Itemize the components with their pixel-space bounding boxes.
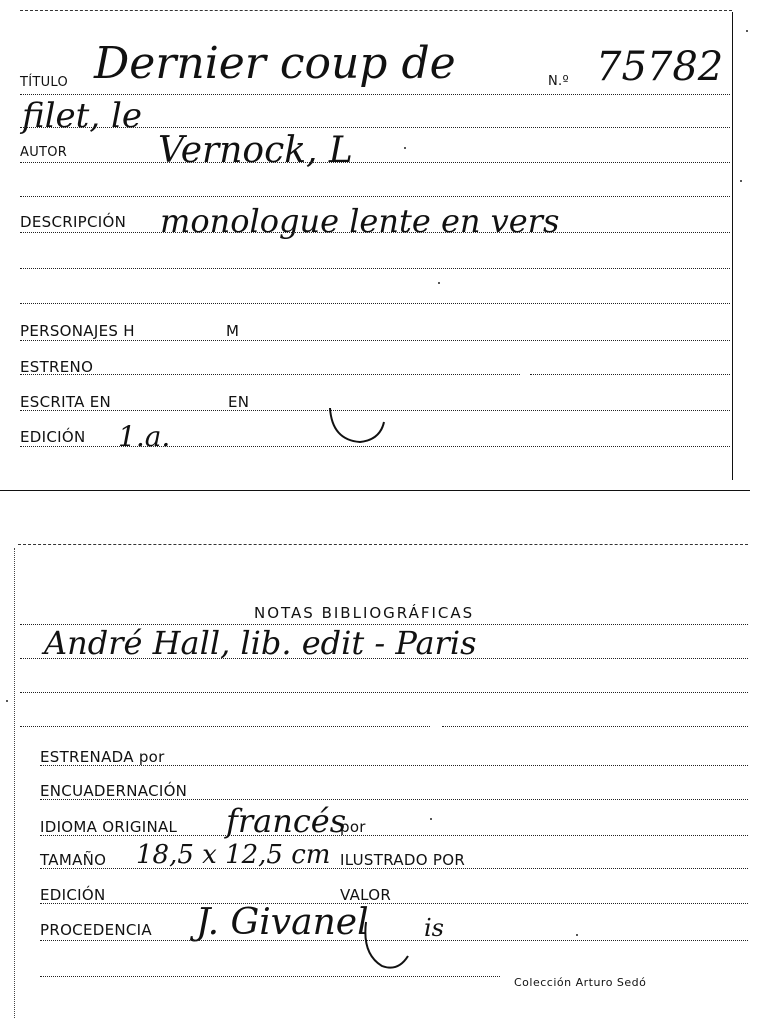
- notas-rule-2: [20, 692, 748, 693]
- descripcion-rule: [20, 232, 730, 233]
- speck: [576, 934, 578, 936]
- back-card: [0, 540, 759, 1028]
- tamano-rule: [40, 868, 748, 869]
- descripcion-label: DESCRIPCIÓN: [20, 213, 127, 231]
- encuadernacion-rule: [40, 799, 748, 800]
- notas-rule-3: [20, 726, 430, 727]
- ilustrado-label: ILUSTRADO POR: [340, 851, 466, 869]
- notas-rule-1: [20, 658, 748, 659]
- titulo-cont-rule: [20, 127, 730, 128]
- bottom-rule: [40, 976, 500, 977]
- back-left-edge: [14, 548, 15, 1018]
- autor-value: Vernock, L: [158, 130, 353, 171]
- speck: [6, 700, 8, 702]
- back-top-border: [18, 544, 748, 545]
- idioma-label: IDIOMA ORIGINAL: [40, 818, 178, 836]
- estreno-label: ESTRENO: [20, 358, 94, 376]
- idioma-rule: [40, 835, 748, 836]
- speck: [746, 30, 748, 32]
- estreno-rule-right: [530, 374, 730, 375]
- blank-rule-1: [20, 196, 730, 197]
- estreno-rule: [20, 374, 520, 375]
- valor-label: VALOR: [340, 886, 392, 904]
- notas-rule-3b: [442, 726, 748, 727]
- personajes-rule: [20, 340, 730, 341]
- speck: [430, 818, 432, 820]
- speck: [438, 282, 440, 284]
- personajes-m-label: M: [226, 322, 240, 340]
- blank-rule-3: [20, 303, 730, 304]
- procedencia-extra: is: [424, 914, 444, 942]
- bottom-edge: [0, 490, 750, 491]
- blank-rule-2: [20, 268, 730, 269]
- tamano-label: TAMAÑO: [40, 851, 107, 869]
- numero-label: N.º: [548, 74, 569, 89]
- coleccion-label: Colección Arturo Sedó: [514, 976, 647, 989]
- autor-rule: [20, 162, 730, 163]
- estrenada-label: ESTRENADA por: [40, 748, 165, 766]
- titulo-cont-value: filet, le: [22, 96, 142, 136]
- notas-title: NOTAS BIBLIOGRÁFICAS: [254, 604, 475, 622]
- back-edicion-label: EDICIÓN: [40, 886, 106, 904]
- titulo-rule: [20, 94, 730, 95]
- speck: [740, 180, 742, 182]
- top-border: [20, 10, 732, 11]
- personajes-label: PERSONAJES H: [20, 322, 135, 340]
- tamano-value: 18,5 x 12,5 cm: [136, 840, 331, 870]
- notas-value: André Hall, lib. edit - Paris: [44, 624, 477, 662]
- titulo-value: Dernier coup de: [94, 38, 456, 89]
- idioma-value: francés: [226, 802, 347, 840]
- autor-label: AUTOR: [20, 145, 68, 160]
- numero-value: 75782: [596, 44, 724, 90]
- titulo-label: TÍTULO: [20, 75, 69, 90]
- procedencia-value: J. Givanel: [196, 902, 369, 943]
- right-edge: [732, 12, 733, 480]
- encuadernacion-label: ENCUADERNACIÓN: [40, 782, 188, 800]
- procedencia-label: PROCEDENCIA: [40, 921, 152, 939]
- speck: [404, 147, 406, 149]
- descripcion-value: monologue lente en vers: [160, 202, 560, 240]
- back-punch-hole-mark: [358, 916, 414, 976]
- edicion-valor-rule: [40, 903, 748, 904]
- punch-hole-mark: [322, 400, 392, 450]
- escrita-en-label: EN: [228, 393, 250, 411]
- edicion-label: EDICIÓN: [20, 428, 86, 446]
- estrenada-rule: [40, 765, 748, 766]
- edicion-value: 1.a.: [118, 420, 171, 453]
- front-card: [0, 0, 759, 492]
- escrita-label: ESCRITA EN: [20, 393, 112, 411]
- idioma-por-label: por: [340, 818, 366, 836]
